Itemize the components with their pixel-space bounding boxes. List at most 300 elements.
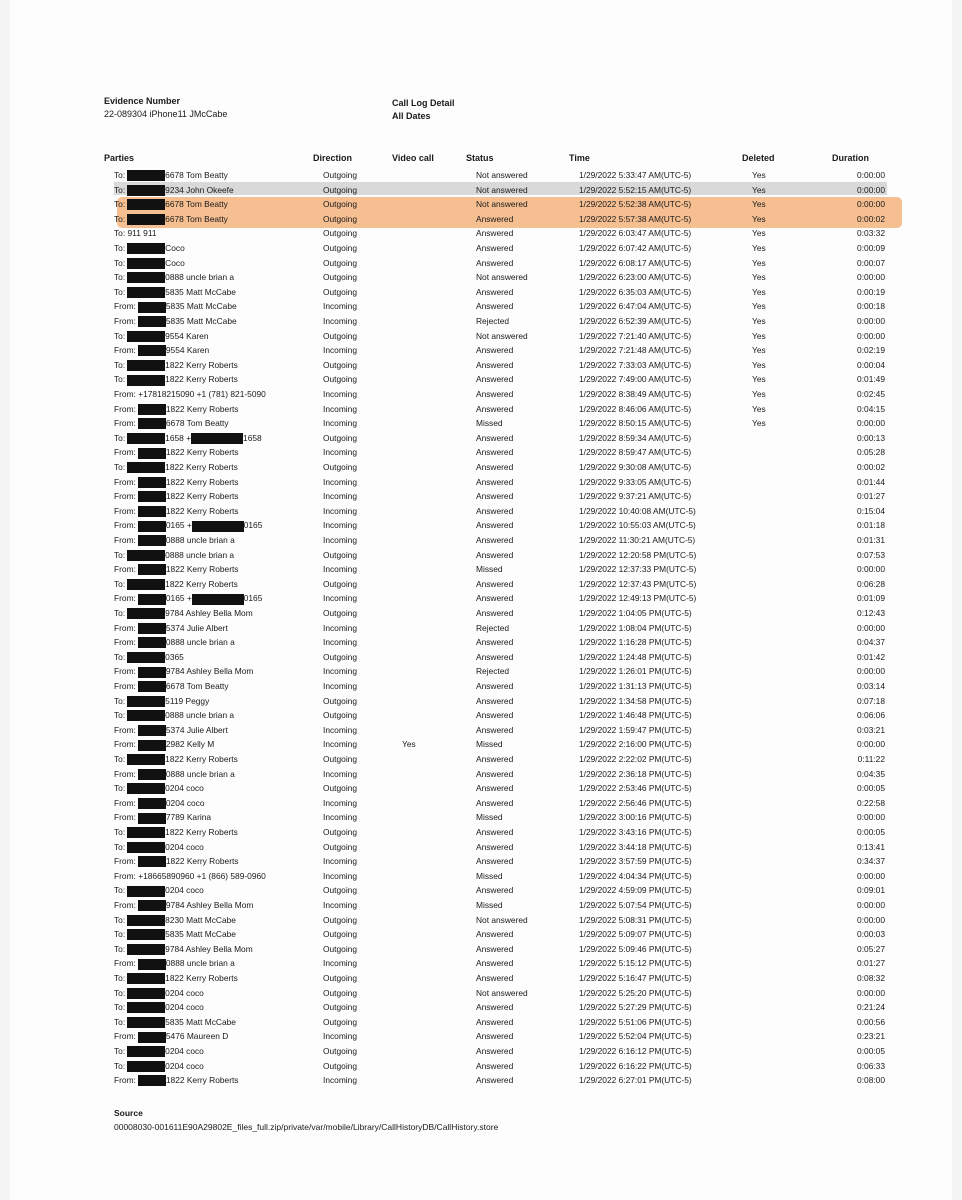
duration-cell: 0:11:22: [857, 754, 885, 764]
party-name: 5835 Matt McCabe: [165, 316, 237, 326]
party-prefix: From:: [114, 797, 136, 808]
status-cell: Answered: [476, 1046, 514, 1056]
direction-cell: Outgoing: [323, 549, 357, 560]
duration-cell: 0:01:42: [857, 651, 885, 662]
parties-cell: [114, 737, 319, 752]
party-name: 1822 Kerry Roberts: [165, 476, 239, 487]
redaction-bar: [127, 185, 165, 196]
status-cell: Missed: [476, 564, 503, 575]
direction-cell: Outgoing: [323, 1016, 357, 1027]
party-prefix: To:: [114, 651, 126, 662]
redaction-bar: [138, 1032, 166, 1043]
direction-cell: Outgoing: [323, 286, 357, 297]
status-cell: Answered: [476, 783, 514, 794]
time-cell: 1/29/2022 4:04:34 PM(UTC-5): [579, 870, 692, 881]
status-cell: Answered: [476, 827, 514, 837]
col-status: Status: [466, 153, 494, 163]
direction-cell: Incoming: [323, 389, 357, 399]
table-row: [10, 986, 952, 1001]
parties-cell: [114, 285, 319, 300]
deleted-cell: Yes: [752, 243, 766, 253]
direction-cell: Outgoing: [323, 243, 357, 253]
party-prefix: From:: [114, 403, 136, 414]
duration-cell: 0:00:00: [857, 184, 885, 195]
deleted-cell: Yes: [752, 345, 766, 356]
party-prefix: To:: [114, 578, 126, 589]
time-cell: 1/29/2022 6:35:03 AM(UTC-5): [579, 286, 692, 297]
table-row: [10, 810, 952, 825]
redaction-bar: [138, 1075, 166, 1086]
evidence-value: 22-089304 iPhone11 JMcCabe: [104, 109, 228, 119]
status-cell: Not answered: [476, 330, 528, 341]
col-time: Time: [569, 153, 590, 163]
status-cell: Answered: [476, 578, 514, 589]
party-prefix: From:: [114, 564, 136, 575]
table-row: [10, 343, 952, 358]
redaction-bar: [127, 608, 165, 619]
parties-cell: [114, 241, 319, 256]
time-cell: 1/29/2022 5:09:07 PM(UTC-5): [579, 929, 692, 940]
table-row: [10, 197, 952, 212]
deleted-cell: Yes: [752, 330, 766, 341]
redaction-bar: [127, 1002, 165, 1013]
direction-cell: Incoming: [323, 900, 357, 910]
redaction-bar: [138, 725, 166, 736]
redaction-bar: [127, 710, 165, 721]
duration-cell: 0:00:00: [857, 914, 885, 925]
table-row: [10, 1044, 952, 1059]
redaction-bar: [127, 973, 165, 984]
direction-cell: Outgoing: [323, 184, 357, 195]
duration-cell: 0:05:27: [857, 943, 885, 954]
parties-cell: [114, 504, 319, 519]
duration-cell: 0:01:09: [857, 593, 885, 604]
party-name: 6678 Tom Beatty: [165, 199, 228, 210]
duration-cell: 0:02:19: [857, 345, 885, 356]
duration-cell: 0:00:03: [857, 929, 885, 940]
duration-cell: 0:01:27: [857, 491, 885, 502]
time-cell: 1/29/2022 5:52:15 AM(UTC-5): [579, 184, 692, 195]
redaction-bar: [191, 433, 243, 444]
party-prefix: To:: [114, 885, 126, 896]
status-cell: Not answered: [476, 987, 528, 998]
party-name: 7789 Karina: [165, 812, 212, 823]
table-row: [10, 752, 952, 767]
duration-cell: 0:09:01: [857, 885, 885, 896]
party-prefix: From:: [114, 345, 136, 356]
parties-cell: [114, 270, 319, 285]
time-cell: 1/29/2022 6:23:00 AM(UTC-5): [579, 272, 692, 283]
duration-cell: 0:00:00: [857, 199, 885, 210]
report-title: Call Log Detail: [392, 98, 455, 108]
redaction-bar: [127, 886, 165, 897]
party-name: 5835 Matt McCabe: [165, 286, 236, 297]
duration-cell: 0:00:02: [857, 462, 885, 472]
parties-cell: [114, 299, 319, 314]
status-cell: Not answered: [476, 199, 528, 210]
status-cell: Not answered: [476, 914, 528, 925]
redaction-bar: [138, 594, 166, 605]
party-name: 9234 John Okeefe: [165, 184, 234, 195]
table-row: [10, 402, 952, 417]
party-prefix: To:: [114, 243, 126, 253]
parties-cell: [114, 723, 319, 738]
parties-cell: [114, 1000, 319, 1015]
table-row: [10, 854, 952, 869]
deleted-cell: Yes: [752, 257, 766, 268]
redaction-bar: [127, 827, 165, 838]
status-cell: Answered: [476, 797, 514, 808]
deleted-cell: Yes: [752, 199, 766, 210]
parties-cell: [114, 883, 319, 898]
status-cell: Answered: [476, 593, 514, 604]
table-row: [10, 650, 952, 665]
status-cell: Answered: [476, 608, 514, 618]
status-cell: Answered: [476, 973, 514, 983]
table-row: [10, 562, 952, 577]
deleted-cell: Yes: [752, 301, 766, 312]
party-name: 2982 Kelly M: [165, 739, 215, 750]
col-direction: Direction: [313, 153, 353, 163]
duration-cell: 0:00:09: [857, 243, 885, 253]
time-cell: 1/29/2022 5:16:47 PM(UTC-5): [579, 973, 692, 983]
direction-cell: Incoming: [323, 491, 357, 502]
status-cell: Missed: [476, 870, 503, 881]
party-prefix: To:: [114, 943, 126, 954]
status-cell: Answered: [476, 695, 514, 706]
table-row: [10, 518, 952, 533]
party-prefix: From:: [114, 637, 136, 648]
party-name: 1822 Kerry Roberts: [165, 564, 239, 575]
parties-cell: [114, 183, 319, 198]
redaction-bar: [127, 550, 165, 561]
redaction-bar: [138, 813, 166, 824]
parties-cell: [114, 927, 319, 942]
redaction-bar: [127, 170, 165, 181]
duration-cell: 0:00:00: [857, 272, 885, 283]
party-prefix: To:: [114, 1060, 126, 1071]
status-cell: Answered: [476, 929, 514, 940]
table-row: [10, 314, 952, 329]
party-name: 0204 coco: [165, 841, 204, 852]
time-cell: 1/29/2022 3:44:18 PM(UTC-5): [579, 841, 692, 852]
party-name: 1822 Kerry Roberts: [165, 754, 238, 764]
party-name: 5835 Matt McCabe: [165, 929, 236, 940]
parties-cell: [114, 650, 319, 665]
time-cell: 1/29/2022 5:07:54 PM(UTC-5): [579, 900, 692, 910]
time-cell: 1/29/2022 6:03:47 AM(UTC-5): [579, 228, 692, 239]
party-name: 9554 Karen: [165, 330, 209, 341]
party-name: 9784 Ashley Bella Mom: [165, 900, 254, 910]
party-name: 1822 Kerry Roberts: [165, 374, 238, 385]
duration-cell: 0:00:00: [857, 330, 885, 341]
party-prefix: To:: [114, 1046, 126, 1056]
status-cell: Answered: [476, 286, 514, 297]
duration-cell: 0:06:06: [857, 710, 885, 721]
party-prefix: To:: [114, 1002, 126, 1013]
status-cell: Answered: [476, 228, 514, 239]
party-name: 5476 Maureen D: [165, 1031, 229, 1042]
deleted-cell: Yes: [752, 389, 766, 399]
party-name: 9784 Ashley Bella Mom: [165, 608, 253, 618]
status-cell: Answered: [476, 374, 514, 385]
status-cell: Not answered: [476, 170, 528, 180]
direction-cell: Incoming: [323, 447, 357, 458]
table-row: [10, 299, 952, 314]
time-cell: 1/29/2022 5:15:12 PM(UTC-5): [579, 958, 692, 969]
time-cell: 1/29/2022 3:43:16 PM(UTC-5): [579, 827, 692, 837]
deleted-cell: Yes: [752, 316, 766, 326]
status-cell: Missed: [476, 418, 503, 429]
table-row: [10, 869, 952, 884]
direction-cell: Outgoing: [323, 359, 357, 370]
time-cell: 1/29/2022 8:50:15 AM(UTC-5): [579, 418, 692, 429]
direction-cell: Outgoing: [323, 885, 357, 896]
time-cell: 1/29/2022 8:59:34 AM(UTC-5): [579, 432, 692, 443]
table-row: [10, 825, 952, 840]
table-row: [10, 1029, 952, 1044]
party-prefix: To:: [114, 199, 126, 210]
party-prefix: From:: [114, 900, 136, 910]
parties-cell: [114, 781, 319, 796]
direction-cell: Incoming: [323, 345, 357, 356]
deleted-cell: Yes: [752, 359, 766, 370]
direction-cell: Incoming: [323, 637, 357, 648]
direction-cell: Incoming: [323, 564, 357, 575]
party-name: 9554 Karen: [165, 345, 210, 356]
video-call-cell: Yes: [402, 739, 416, 750]
redaction-bar: [127, 199, 165, 210]
table-row: [10, 708, 952, 723]
direction-cell: Incoming: [323, 739, 357, 750]
time-cell: 1/29/2022 11:30:21 AM(UTC-5): [579, 535, 696, 545]
parties-cell: [114, 416, 319, 431]
parties-cell: [114, 343, 319, 358]
status-cell: Answered: [476, 403, 514, 414]
table-row: [10, 1073, 952, 1088]
party-name: 0204 coco: [165, 1002, 204, 1013]
redaction-bar: [138, 959, 166, 970]
report-subtitle: All Dates: [392, 111, 431, 121]
parties-cell: [114, 358, 319, 373]
party-prefix: To:: [114, 695, 126, 706]
party-prefix: To:: [114, 374, 126, 385]
deleted-cell: Yes: [752, 272, 766, 283]
time-cell: 1/29/2022 1:04:05 PM(UTC-5): [579, 608, 692, 618]
table-row: [10, 256, 952, 271]
status-cell: Rejected: [476, 316, 510, 326]
duration-cell: 0:01:44: [857, 476, 885, 487]
party-prefix: To:: [114, 987, 126, 998]
parties-cell: [114, 606, 319, 621]
party-prefix: To:: [114, 184, 126, 195]
party-name: 1822 Kerry Roberts: [165, 973, 238, 983]
duration-cell: 0:01:49: [857, 374, 885, 385]
status-cell: Rejected: [476, 622, 510, 633]
status-cell: Answered: [476, 535, 514, 545]
redaction-bar: [127, 915, 165, 926]
redaction-bar: [127, 944, 165, 955]
direction-cell: Outgoing: [323, 841, 357, 852]
time-cell: 1/29/2022 2:36:18 PM(UTC-5): [579, 768, 692, 779]
status-cell: Answered: [476, 1002, 514, 1013]
party-name: 6678 Tom Beatty: [165, 213, 228, 224]
party-name: 0204 coco: [165, 1046, 204, 1056]
evidence-block: [104, 95, 227, 121]
table-row: [10, 489, 952, 504]
time-cell: 1/29/2022 5:52:38 AM(UTC-5): [579, 199, 692, 210]
parties-cell: [114, 840, 319, 855]
parties-cell: [114, 1015, 319, 1030]
direction-cell: Outgoing: [323, 651, 357, 662]
party-name: 6678 Tom Beatty: [165, 170, 228, 180]
parties-cell: [114, 1044, 319, 1059]
status-cell: Not answered: [476, 272, 528, 283]
time-cell: 1/29/2022 1:26:01 PM(UTC-5): [579, 666, 692, 677]
table-row: [10, 504, 952, 519]
parties-cell: [114, 664, 319, 679]
time-cell: 1/29/2022 8:46:06 AM(UTC-5): [579, 403, 692, 414]
party-prefix: To:: [114, 608, 126, 618]
party-name: 0365: [165, 651, 184, 662]
direction-cell: Incoming: [323, 1031, 357, 1042]
evidence-label: Evidence Number: [104, 96, 181, 106]
party-name: 0888 uncle brian a: [165, 958, 235, 969]
table-row: [10, 1015, 952, 1030]
parties-cell: [114, 971, 319, 986]
status-cell: Answered: [476, 1060, 514, 1071]
party-prefix: From:: [114, 418, 136, 429]
table-row: [10, 606, 952, 621]
status-cell: Answered: [476, 958, 514, 969]
redaction-bar: [127, 1061, 165, 1072]
duration-cell: 0:00:18: [857, 301, 885, 312]
parties-cell: [114, 825, 319, 840]
status-cell: Answered: [476, 1016, 514, 1027]
duration-cell: 0:00:00: [857, 987, 885, 998]
party-prefix: From:: [114, 593, 136, 604]
redaction-bar: [138, 623, 166, 634]
direction-cell: Incoming: [323, 797, 357, 808]
time-cell: 1/29/2022 6:27:01 PM(UTC-5): [579, 1075, 692, 1086]
party-prefix: From:: [114, 476, 136, 487]
table-row: [10, 635, 952, 650]
party-name: 1822 Kerry Roberts: [165, 578, 238, 589]
status-cell: Answered: [476, 681, 514, 691]
party-name: 0204 coco: [165, 1060, 204, 1071]
party-name: 1822 Kerry Roberts: [165, 462, 238, 472]
table-row: [10, 241, 952, 256]
direction-cell: Outgoing: [323, 973, 357, 983]
parties-cell: [114, 445, 319, 460]
status-cell: Answered: [476, 476, 514, 487]
status-cell: Answered: [476, 754, 514, 764]
source-path: 00008030-001611E90A29802E_files_full.zip/private/var/mobile/Library/CallHistoryDB/CallHistory.store: [114, 1122, 499, 1132]
direction-cell: Outgoing: [323, 578, 357, 589]
table-row: [10, 942, 952, 957]
direction-cell: Incoming: [323, 666, 357, 677]
parties-cell: [114, 577, 319, 592]
direction-cell: Incoming: [323, 870, 357, 881]
party-prefix: From:: [114, 812, 136, 823]
duration-cell: 0:03:21: [857, 724, 885, 735]
party-name: 1658 +: [165, 432, 192, 443]
time-cell: 1/29/2022 9:33:05 AM(UTC-5): [579, 476, 692, 487]
duration-cell: 0:08:00: [857, 1075, 885, 1086]
party-name: 6678 Tom Beatty: [165, 418, 229, 429]
redaction-bar: [138, 856, 166, 867]
parties-cell: [114, 533, 319, 548]
time-cell: 1/29/2022 5:27:29 PM(UTC-5): [579, 1002, 692, 1013]
status-cell: Answered: [476, 491, 514, 502]
redaction-bar: [138, 769, 166, 780]
redaction-bar: [127, 272, 165, 283]
time-cell: 1/29/2022 6:52:39 AM(UTC-5): [579, 316, 692, 326]
status-cell: Answered: [476, 768, 514, 779]
party-prefix: To: 911 911: [114, 228, 157, 239]
redaction-bar: [127, 214, 165, 225]
duration-cell: 0:04:37: [857, 637, 885, 648]
direction-cell: Outgoing: [323, 432, 357, 443]
parties-cell: [114, 1059, 319, 1074]
party-prefix: From:: [114, 666, 136, 677]
status-cell: Answered: [476, 243, 514, 253]
deleted-cell: Yes: [752, 286, 766, 297]
parties-cell: [114, 635, 319, 650]
time-cell: 1/29/2022 6:16:12 PM(UTC-5): [579, 1046, 692, 1056]
party-prefix: To:: [114, 257, 126, 268]
party-prefix: To:: [114, 827, 126, 837]
redaction-bar: [127, 462, 165, 473]
time-cell: 1/29/2022 1:46:48 PM(UTC-5): [579, 710, 692, 721]
parties-cell: [114, 796, 319, 811]
parties-cell: [114, 402, 319, 417]
parties-cell: [114, 372, 319, 387]
status-cell: Answered: [476, 856, 514, 867]
party-prefix: To:: [114, 783, 126, 794]
table-row: [10, 329, 952, 344]
status-cell: Answered: [476, 549, 514, 560]
table-row: [10, 737, 952, 752]
redaction-bar: [138, 345, 166, 356]
time-cell: 1/29/2022 1:31:13 PM(UTC-5): [579, 681, 692, 691]
party-name: 9784 Ashley Bella Mom: [165, 943, 253, 954]
party-name: 0204 coco: [165, 783, 204, 794]
direction-cell: Outgoing: [323, 929, 357, 940]
duration-cell: 0:00:19: [857, 286, 885, 297]
table-row: [10, 445, 952, 460]
col-duration: Duration: [832, 153, 869, 163]
party-prefix: From:: [114, 1031, 136, 1042]
parties-cell: [114, 869, 319, 884]
parties-cell: [114, 314, 319, 329]
direction-cell: Incoming: [323, 593, 357, 604]
redaction-bar: [127, 258, 165, 269]
redaction-bar: [127, 1046, 165, 1057]
time-cell: 1/29/2022 6:47:04 AM(UTC-5): [579, 301, 692, 312]
table-row: [10, 781, 952, 796]
direction-cell: Incoming: [323, 418, 357, 429]
party-name: 1822 Kerry Roberts: [165, 403, 239, 414]
party-prefix: To:: [114, 330, 126, 341]
party-prefix: From:: [114, 739, 136, 750]
party-prefix: From:: [114, 856, 136, 867]
time-cell: 1/29/2022 7:21:48 AM(UTC-5): [579, 345, 692, 356]
parties-cell: [114, 518, 319, 533]
status-cell: Answered: [476, 520, 514, 531]
source-label: Source: [114, 1108, 143, 1118]
party-name: 0204 coco: [165, 987, 204, 998]
